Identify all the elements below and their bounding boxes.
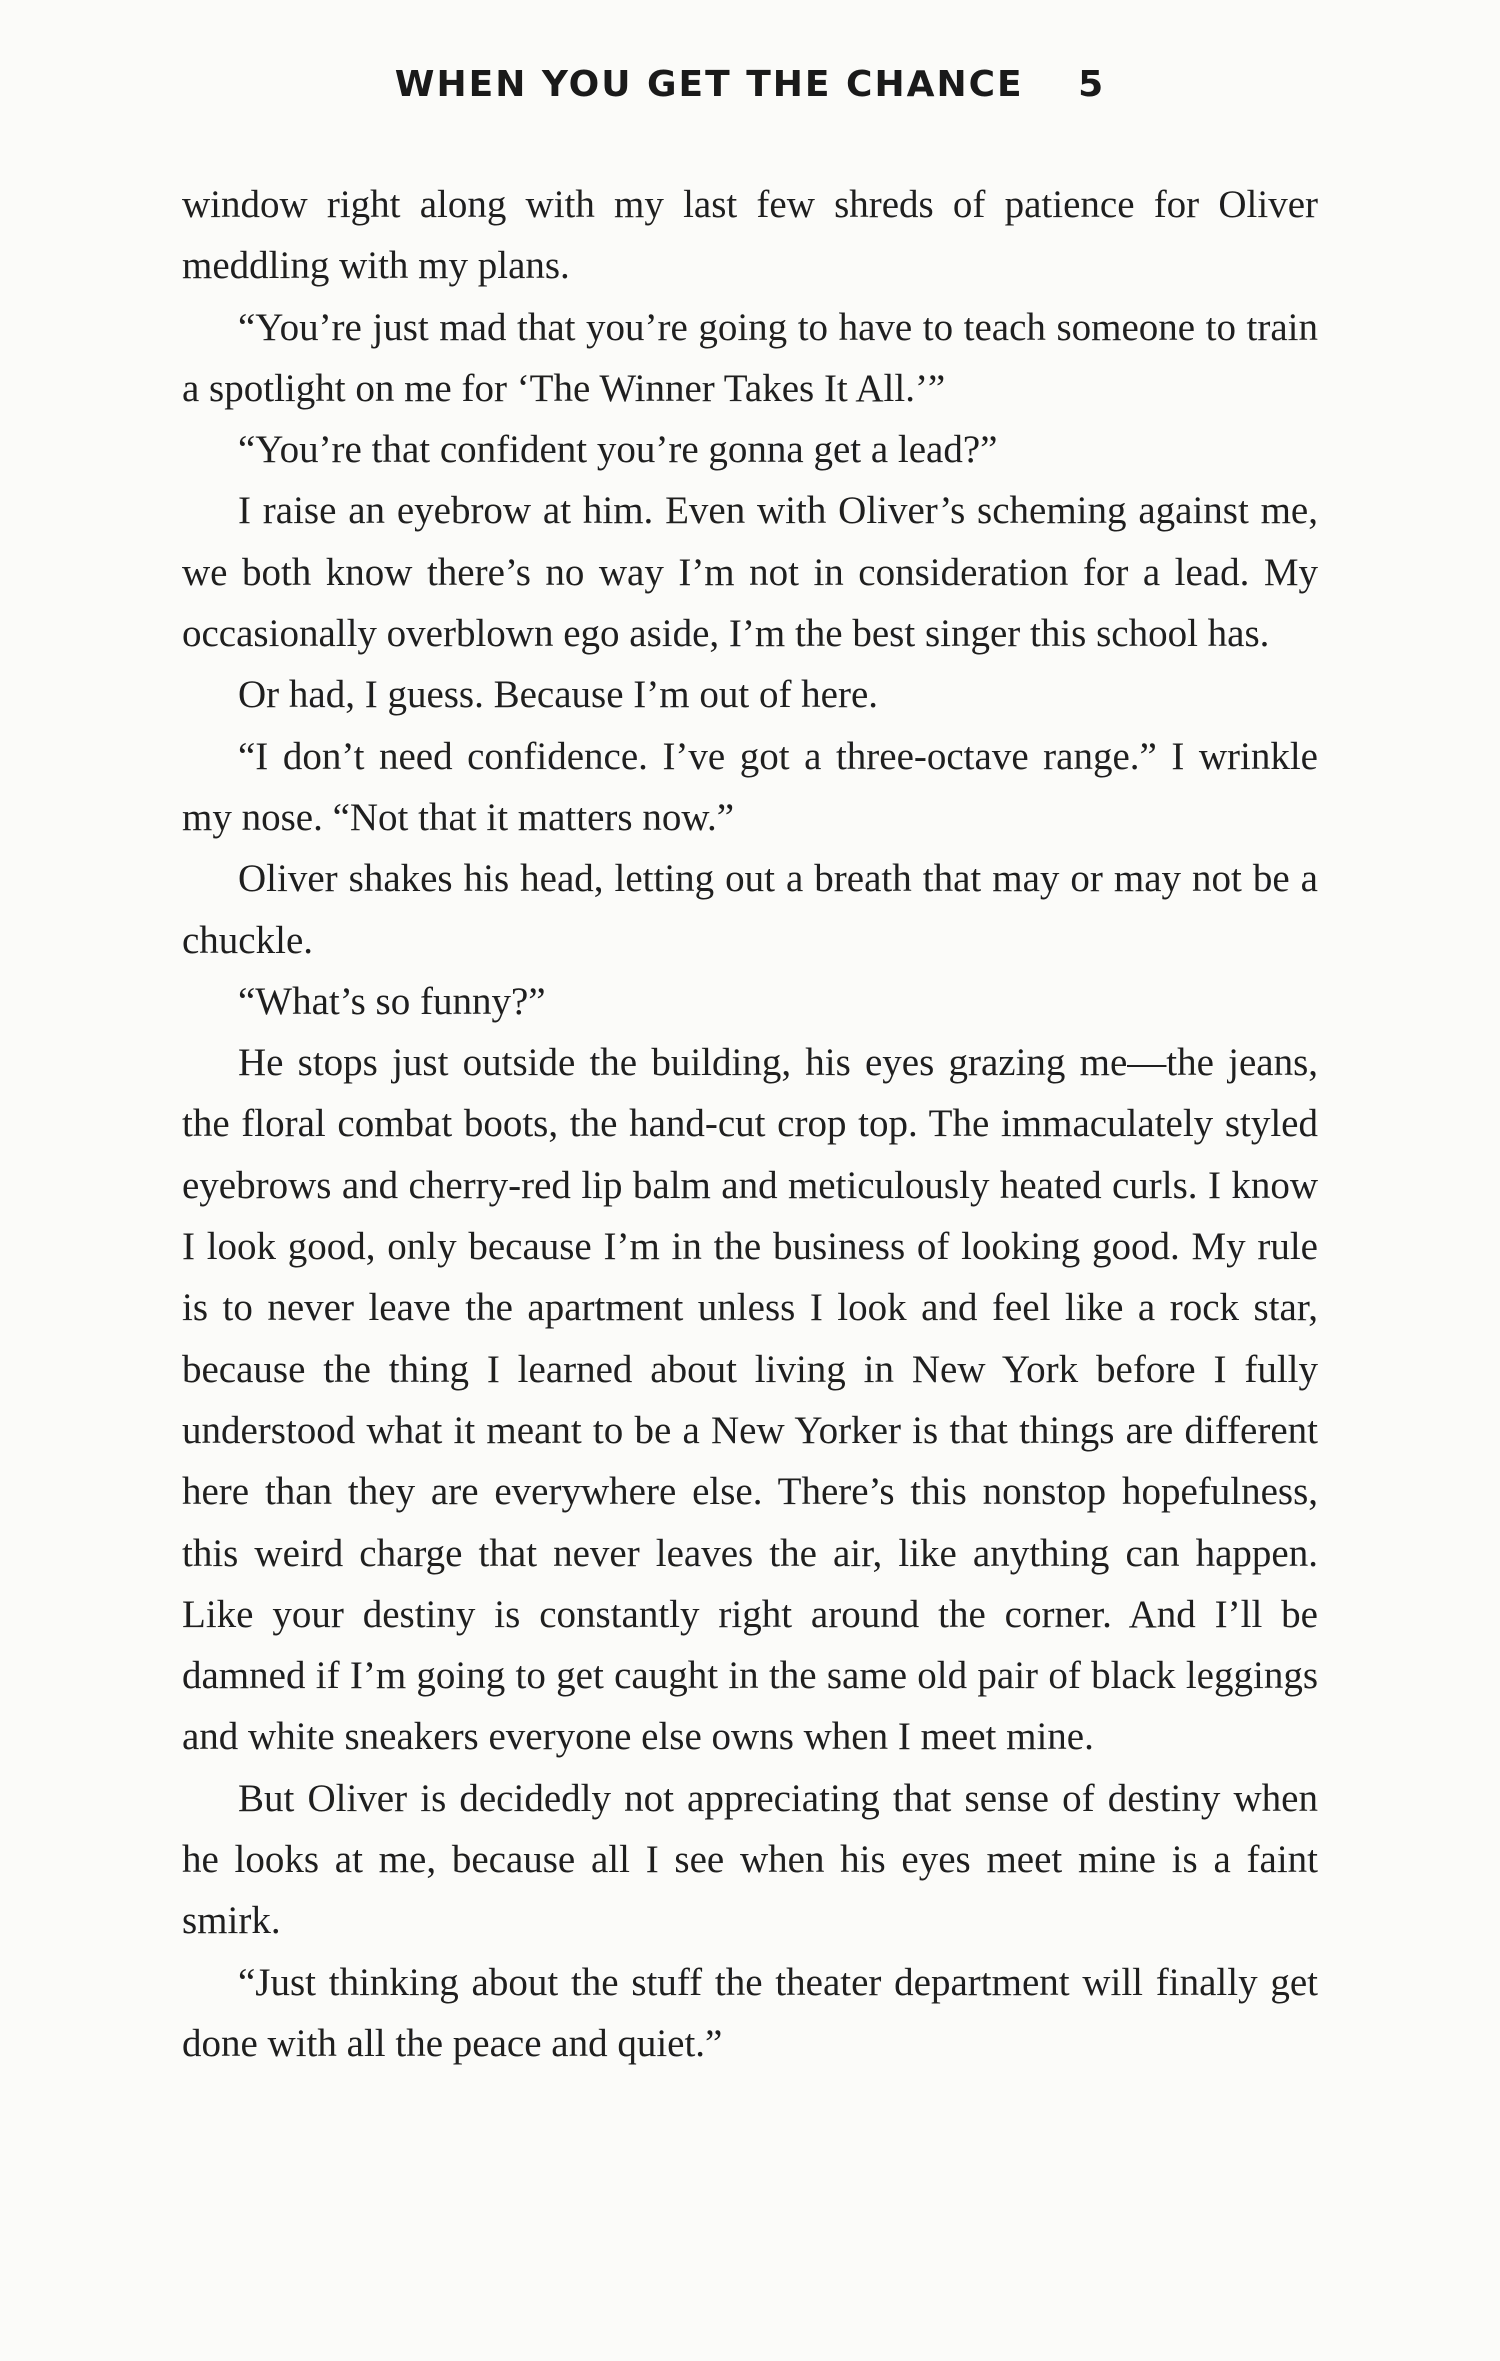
paragraph: Oliver shakes his head, letting out a breath that may or may not be a chuckle.: [182, 857, 1318, 962]
running-head-title: WHEN YOU GET THE CHANCE: [394, 64, 1024, 105]
paragraph: But Oliver is decidedly not appreciating that sense of destiny when he looks at me, because all I see when his eyes meet mine is a faint smirk.: [182, 1776, 1318, 1943]
paragraph: “Just thinking about the stuff the theater department will finally get done with all the peace and quiet.”: [182, 1960, 1318, 2065]
running-head: [0, 64, 1500, 105]
paragraph: window right along with my last few shreds of patience for Oliver meddling with my plans.: [182, 183, 1318, 288]
page-number: 5: [1078, 64, 1106, 105]
paragraph: He stops just outside the building, his eyes grazing me—the jeans, the floral combat boots, the hand-cut crop top. The immaculately styled eyebrows and cherry-red lip balm and meticulously heated curls. I know I look good, only because I’m in the business of looking good. My rule is to never leave the apartment unless I look and feel like a rock star, because the thing I learned about living in New York before I fully understood what it meant to be a New Yorker is that things are different here than they are everywhere else. There’s this nonstop hopefulness, this weird charge that never leaves the air, like anything can happen. Like your destiny is constantly right around the corner. And I’ll be damned if I’m going to get caught in the same old pair of black leggings and white sneakers everyone else owns when I meet mine.: [182, 1041, 1318, 1759]
paragraph: “You’re that confident you’re gonna get a lead?”: [238, 428, 998, 472]
body-text: [182, 174, 1318, 2074]
paragraph: “What’s so funny?”: [238, 979, 546, 1023]
paragraph: I raise an eyebrow at him. Even with Oliver’s scheming against me, we both know there’s no way I’m not in consideration for a lead. My occasionally overblown ego aside, I’m the best singer this school has.: [182, 489, 1318, 656]
paragraph: Or had, I guess. Because I’m out of here.: [238, 673, 879, 717]
paragraph: “You’re just mad that you’re going to have to teach someone to train a spotlight on me for ‘The Winner Takes It All.’”: [182, 305, 1318, 410]
paragraph: “I don’t need confidence. I’ve got a three-octave range.” I wrinkle my nose. “Not that it matters now.”: [182, 734, 1318, 839]
